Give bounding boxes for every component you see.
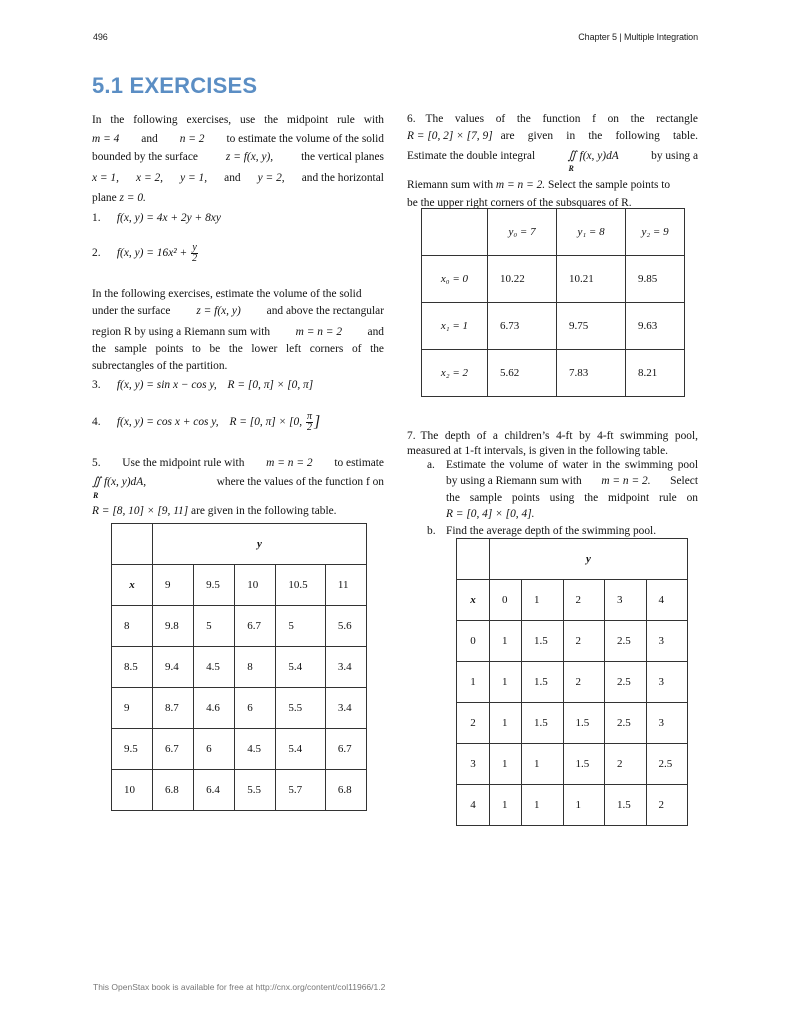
y-value: 10 xyxy=(235,565,276,606)
page-number: 496 xyxy=(93,32,108,42)
row-header: x₂ = 2 xyxy=(422,350,488,397)
table-cell: 6.8 xyxy=(325,770,366,811)
exercise-number: 6. xyxy=(407,113,416,125)
text: by using a xyxy=(651,150,698,162)
table-cell: 1.5 xyxy=(605,785,647,826)
intro2-line3 xyxy=(92,324,384,341)
text: where the values of the function f on xyxy=(216,476,384,488)
text: region R by using a Riemann sum with xyxy=(92,326,271,338)
text: Estimate the volume of water in the swimming pool xyxy=(446,459,698,471)
column-header: y₂ = 9 xyxy=(626,209,685,256)
table-row xyxy=(457,744,688,785)
text: The values of the function f on the rectangle xyxy=(425,113,698,125)
y-header: y xyxy=(490,539,688,580)
table-row xyxy=(112,606,367,647)
table-cell: 6 xyxy=(194,729,235,770)
text: the vertical planes xyxy=(301,151,384,163)
table-header-row xyxy=(422,209,685,256)
table-cell: 7.83 xyxy=(557,350,626,397)
table-row xyxy=(457,662,688,703)
ex5-line2 xyxy=(92,474,384,500)
fraction xyxy=(306,412,313,433)
table-cell: 3 xyxy=(646,703,688,744)
table-cell: 5 xyxy=(276,606,326,647)
double-integral xyxy=(567,148,619,173)
part-a-line2 xyxy=(446,474,698,490)
text: Estimate the double integral xyxy=(407,150,536,162)
exercise-6 xyxy=(407,111,698,212)
exercise-4 xyxy=(92,412,320,433)
text: and xyxy=(367,326,384,338)
part-label: b. xyxy=(427,525,436,537)
text: are given in the following table. xyxy=(191,505,337,517)
table-row xyxy=(112,729,367,770)
intro1-line2-rest: to estimate the volume of the solid xyxy=(226,132,384,145)
table-row xyxy=(112,688,367,729)
y-value: 3 xyxy=(605,580,647,621)
table-cell: 4.5 xyxy=(235,729,276,770)
y-value: 10.5 xyxy=(276,565,326,606)
fraction-numerator: π xyxy=(306,411,312,422)
table-cell: 1 xyxy=(490,744,522,785)
table-cell: 9.8 xyxy=(153,606,194,647)
table-corner-cell xyxy=(422,209,488,256)
exercise-region: R = [0, 4] × [0, 4]. xyxy=(446,507,535,520)
ex7-line2: measured at 1-ft intervals, is given in the following table. xyxy=(407,444,668,457)
table-cell: 2 xyxy=(563,621,605,662)
text: by using a Riemann sum with xyxy=(446,474,582,487)
table-cell: 2 xyxy=(646,785,688,826)
text: Use the midpoint rule with xyxy=(122,457,245,469)
ex6-line3 xyxy=(407,148,698,173)
table-cell: 6.4 xyxy=(194,770,235,811)
exercise-2 xyxy=(92,243,199,264)
x-value: 3 xyxy=(457,744,490,785)
intro-riemann-paragraph xyxy=(92,286,384,375)
exercise-number: 7. xyxy=(407,430,416,442)
integral-sign: ∬ xyxy=(92,476,101,488)
integrand: f(x, y)dA, xyxy=(104,476,147,488)
table-cell: 5.62 xyxy=(488,350,557,397)
table-row xyxy=(457,703,688,744)
table-cell: 1 xyxy=(490,703,522,744)
x-value: 9 xyxy=(112,688,153,729)
table-cell: 6.7 xyxy=(153,729,194,770)
exercise-region: R = [0, 2] × [7, 9] xyxy=(407,129,493,142)
table-cell: 6.73 xyxy=(488,303,557,350)
y-value: 4 xyxy=(646,580,688,621)
row-header: x₀ = 0 xyxy=(422,256,488,303)
fraction-numerator: y xyxy=(192,242,197,253)
y-header: y xyxy=(153,524,367,565)
table-cell: 8 xyxy=(235,647,276,688)
x-header: x xyxy=(112,565,153,606)
exercise-7 xyxy=(407,429,698,458)
x-value: 10 xyxy=(112,770,153,811)
y-value: 2 xyxy=(563,580,605,621)
x-value: 9.5 xyxy=(112,729,153,770)
table-cell: 8.7 xyxy=(153,688,194,729)
ex7-line1 xyxy=(407,429,698,444)
table-row xyxy=(422,303,685,350)
intro1-line4 xyxy=(92,169,384,188)
table-header-row xyxy=(112,524,367,565)
intro1-line2 xyxy=(92,130,384,149)
table-cell: 1 xyxy=(490,621,522,662)
x-value: 8.5 xyxy=(112,647,153,688)
integral-subscript: R xyxy=(93,491,99,500)
exercise-5 xyxy=(92,455,384,520)
table-cell: 9.4 xyxy=(153,647,194,688)
table-row xyxy=(112,647,367,688)
table-cell: 9.85 xyxy=(626,256,685,303)
table-cell: 9.75 xyxy=(557,303,626,350)
integral-subscript: R xyxy=(568,164,574,173)
table-cell: 6 xyxy=(235,688,276,729)
text: Select xyxy=(670,474,698,487)
y-value: 9 xyxy=(153,565,194,606)
x-value: 2 xyxy=(457,703,490,744)
intro1-line1: In the following exercises, use the midpoint rule with xyxy=(92,114,384,126)
text: and the horizontal xyxy=(301,171,384,184)
table-cell: 5 xyxy=(194,606,235,647)
table-yvalues-row xyxy=(457,580,688,621)
table-cell: 4.5 xyxy=(194,647,235,688)
table-cell: 2.5 xyxy=(605,662,647,703)
table-exercise-6 xyxy=(421,208,685,397)
text: are given in the following table. xyxy=(500,129,698,142)
math-mn: m = n = 2 xyxy=(295,326,343,338)
exercise-number: 2. xyxy=(92,247,101,260)
table-yvalues-row xyxy=(112,565,367,606)
table-cell: 1 xyxy=(490,662,522,703)
table-row xyxy=(422,350,685,397)
math-m: m = 4 xyxy=(92,132,120,145)
x-value: 4 xyxy=(457,785,490,826)
fraction-denominator: 2 xyxy=(306,422,312,433)
exercise-7a xyxy=(427,458,698,522)
text: The depth of a children’s 4-ft by 4-ft swimming pool, xyxy=(420,430,698,442)
exercise-formula: f(x, y) = 4x + 2y + 8xy xyxy=(116,212,221,224)
section-title: 5.1 EXERCISES xyxy=(92,73,258,98)
table-cell: 1.5 xyxy=(522,621,564,662)
table-cell: 1.5 xyxy=(522,703,564,744)
math-z: z = f(x, y), xyxy=(225,151,274,163)
table-cell: 2.5 xyxy=(605,621,647,662)
table-row xyxy=(457,621,688,662)
table-corner-cell xyxy=(457,539,490,580)
table-cell: 2 xyxy=(563,662,605,703)
table-exercise-7 xyxy=(456,538,688,826)
text: bounded by the surface xyxy=(92,151,198,163)
table-cell: 1 xyxy=(522,785,564,826)
ex6-line4 xyxy=(407,177,698,194)
text: Riemann sum with xyxy=(407,178,494,191)
table-cell: 5.5 xyxy=(276,688,326,729)
intro2-line1: In the following exercises, estimate the volume of the solid xyxy=(92,288,362,300)
table-row xyxy=(112,770,367,811)
text: and above the rectangular xyxy=(266,305,384,317)
ex6-line2 xyxy=(407,128,698,145)
table-cell: 1.5 xyxy=(522,662,564,703)
intro2-line5: subrectangles of the partition. xyxy=(92,360,228,372)
intro1-line5 xyxy=(92,189,384,208)
double-integral xyxy=(92,474,147,500)
table-row xyxy=(457,785,688,826)
table-header-row xyxy=(457,539,688,580)
math-x2: x = 2, xyxy=(136,171,164,184)
text: Find the average depth of the swimming pool. xyxy=(446,525,657,537)
math-z0: z = 0. xyxy=(119,192,146,204)
table-cell: 5.4 xyxy=(276,729,326,770)
table-cell: 3.4 xyxy=(325,688,366,729)
math-n: n = 2 xyxy=(179,132,205,145)
exercise-3 xyxy=(92,379,313,391)
exercise-region: R = [0, π] × [0, π] xyxy=(227,379,314,391)
column-header: y₁ = 8 xyxy=(557,209,626,256)
table-cell: 6.8 xyxy=(153,770,194,811)
integrand: f(x, y)dA xyxy=(579,150,619,162)
table-cell: 10.22 xyxy=(488,256,557,303)
footer-attribution: This OpenStax book is available for free at http://cnx.org/content/col11966/1.2 xyxy=(93,982,386,992)
table-cell: 2.5 xyxy=(646,744,688,785)
text: under the surface xyxy=(92,305,171,317)
text: the sample points using the midpoint rule on xyxy=(446,492,698,504)
table-cell: 3 xyxy=(646,662,688,703)
part-a-body xyxy=(446,458,698,522)
row-header: x₁ = 1 xyxy=(422,303,488,350)
table-cell: 5.4 xyxy=(276,647,326,688)
fraction-denominator: 2 xyxy=(192,253,198,264)
table-cell: 3 xyxy=(646,621,688,662)
intro1-line3 xyxy=(92,148,384,167)
y-value: 1 xyxy=(522,580,564,621)
math-y1: y = 1, xyxy=(180,171,208,184)
exercise-formula: f(x, y) = 16x² + xyxy=(116,247,188,260)
column-header: y₀ = 7 xyxy=(488,209,557,256)
table-cell: 2 xyxy=(605,744,647,785)
ex5-line1 xyxy=(92,455,384,472)
table-cell: 5.5 xyxy=(235,770,276,811)
ex6-line5: be the upper right corners of the subsquares of R. xyxy=(407,197,632,209)
part-label: a. xyxy=(427,459,435,471)
x-value: 0 xyxy=(457,621,490,662)
table-cell: 6.7 xyxy=(325,729,366,770)
integral-sign: ∬ xyxy=(567,150,577,162)
ex5-line3 xyxy=(92,503,384,520)
math-mn: m = n = 2. xyxy=(495,178,546,191)
table-cell: 3.4 xyxy=(325,647,366,688)
x-value: 8 xyxy=(112,606,153,647)
table-cell: 5.7 xyxy=(276,770,326,811)
x-value: 1 xyxy=(457,662,490,703)
math-z: z = f(x, y) xyxy=(196,305,241,317)
table-cell: 10.21 xyxy=(557,256,626,303)
math-x1: x = 1, xyxy=(92,171,119,184)
table-cell: 4.6 xyxy=(194,688,235,729)
bracket-close: ] xyxy=(313,413,321,431)
intro2-line2 xyxy=(92,303,384,320)
intro-midpoint-paragraph xyxy=(92,111,384,208)
fraction xyxy=(191,243,198,264)
table-cell: 1.5 xyxy=(563,703,605,744)
exercise-number: 3. xyxy=(92,379,101,391)
table-cell: 1 xyxy=(563,785,605,826)
intro2-line4: the sample points to be the lower left corners of the xyxy=(92,343,384,355)
table-cell: 6.7 xyxy=(235,606,276,647)
exercise-1 xyxy=(92,212,221,224)
table-cell: 1 xyxy=(490,785,522,826)
math-y2: y = 2, xyxy=(257,171,285,184)
x-header: x xyxy=(457,580,490,621)
exercise-number: 4. xyxy=(92,416,101,429)
table-cell: 9.63 xyxy=(626,303,685,350)
table-cell: 2.5 xyxy=(605,703,647,744)
table-cell: 5.6 xyxy=(325,606,366,647)
table-cell: 1.5 xyxy=(563,744,605,785)
table-cell: 8.21 xyxy=(626,350,685,397)
exercise-region: R = [8, 10] × [9, 11] xyxy=(92,505,189,517)
text: Select the sample points to xyxy=(548,178,671,191)
exercise-formula: f(x, y) = sin x − cos y, xyxy=(116,379,217,391)
table-cell: 1 xyxy=(522,744,564,785)
table-corner-cell xyxy=(112,524,153,565)
exercise-number: 1. xyxy=(92,212,101,224)
math-mn: m = n = 2. xyxy=(601,474,651,487)
y-value: 11 xyxy=(325,565,366,606)
text: to estimate xyxy=(334,457,384,469)
exercise-formula: f(x, y) = cos x + cos y, xyxy=(116,416,219,429)
ex6-line1 xyxy=(407,111,698,128)
y-value: 9.5 xyxy=(194,565,235,606)
double-integral-symbol xyxy=(92,474,101,500)
double-integral-symbol xyxy=(567,148,577,173)
math-mn: m = n = 2 xyxy=(266,457,313,469)
text-and: and xyxy=(141,132,158,145)
y-value: 0 xyxy=(490,580,522,621)
exercise-region: R = [0, π] × [0, xyxy=(229,416,303,429)
table-row xyxy=(422,256,685,303)
text: plane xyxy=(92,192,117,204)
exercise-number: 5. xyxy=(92,457,101,469)
chapter-heading: Chapter 5 | Multiple Integration xyxy=(578,32,698,42)
text-and: and xyxy=(224,171,241,184)
table-exercise-5 xyxy=(111,523,367,811)
